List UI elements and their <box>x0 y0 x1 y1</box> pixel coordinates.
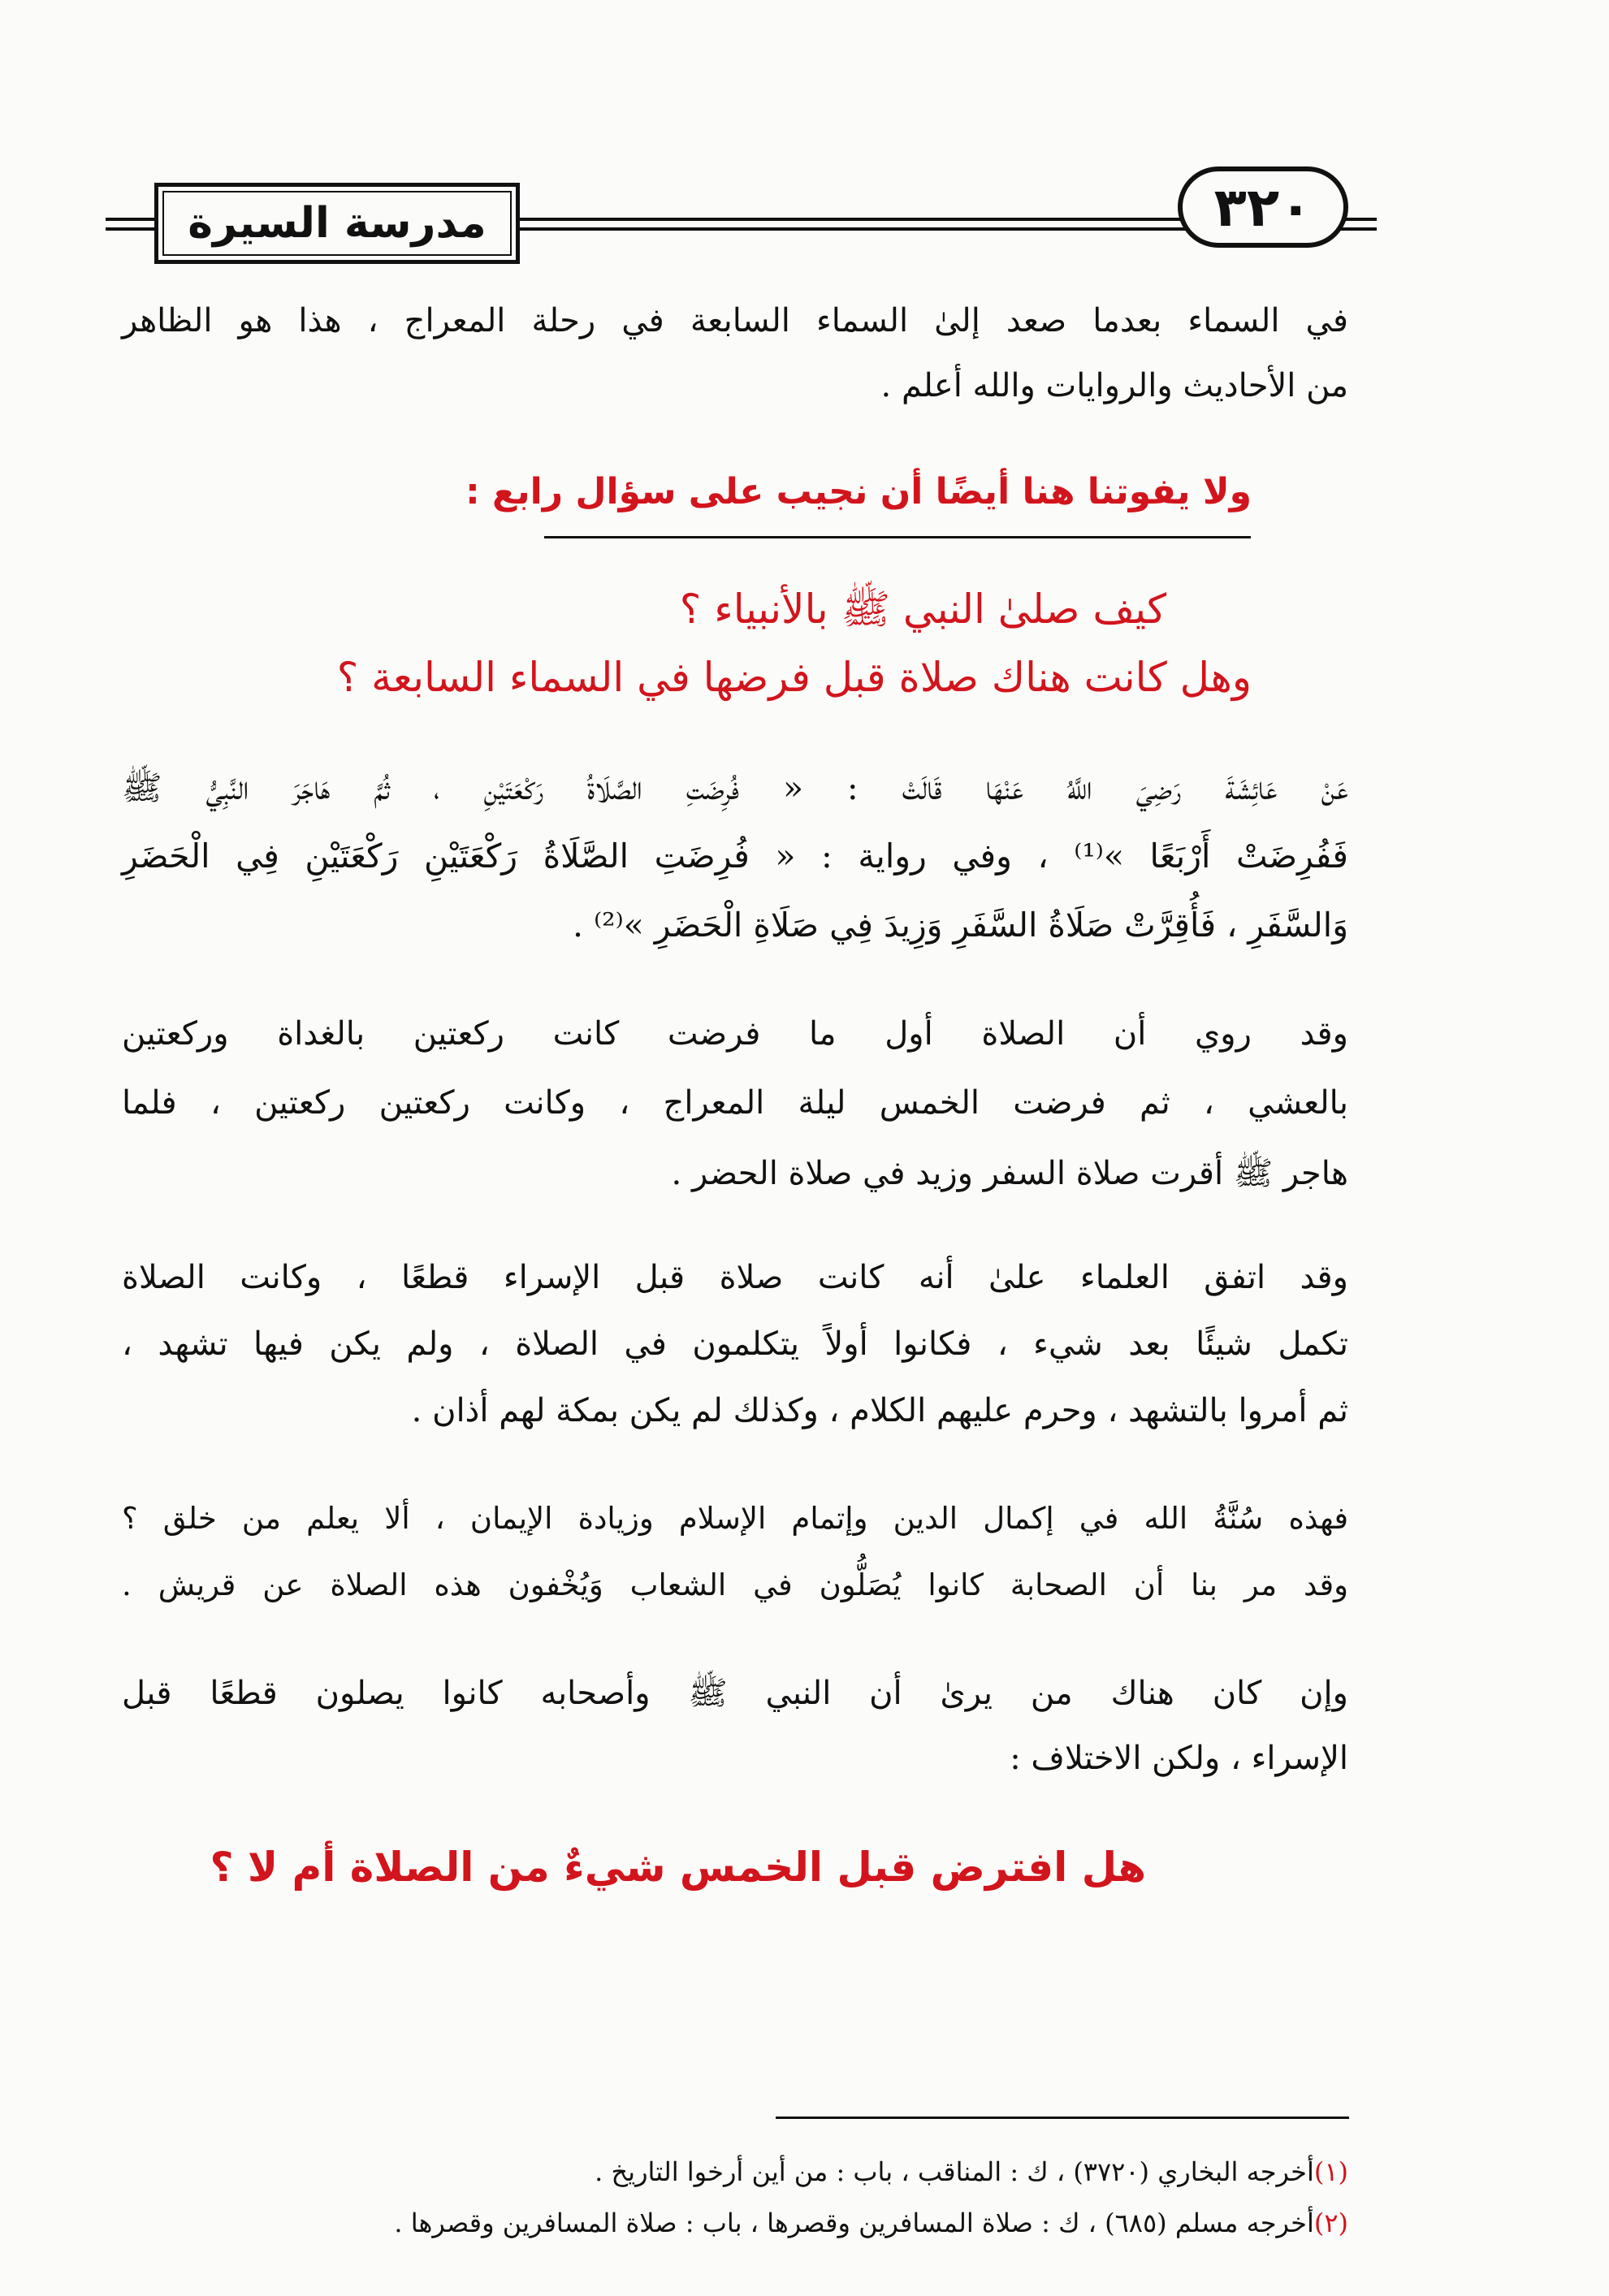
paragraph2-line-3: هاجر ﷺ أقرت صلاة السفر وزيد في صلاة الحضر . <box>671 1155 1348 1192</box>
footnote-2 <box>122 2207 1348 2238</box>
page-number-frame <box>1178 166 1348 248</box>
heading-underline <box>544 536 1251 538</box>
running-title-frame <box>154 183 520 264</box>
paragraph4-line-1: فهذه سُنَّةُ الله في إكمال الدين وإتمام الإسلام وزيادة الإيمان ، ألا يعلم من خلق ؟ <box>122 1501 1348 1536</box>
intro-line-1: في السماء بعدما صعد إلىٰ السماء السابعة في رحلة المعراج ، هذا هو الظاهر <box>122 302 1349 339</box>
paragraph5-line-2: الإسراء ، ولكن الاختلاف : <box>1010 1740 1348 1777</box>
paragraph3-line-1: وقد اتفق العلماء علىٰ أنه كانت صلاة قبل الإسراء قطعًا ، وكانت الصلاة <box>122 1259 1348 1296</box>
footnote-1-number: (١) <box>1313 2156 1348 2187</box>
closing-question: هل افترض قبل الخمس شيءٌ من الصلاة أم لا ؟ <box>210 1844 1146 1891</box>
paragraph2-line-1: وقد روي أن الصلاة أول ما فرضت كانت ركعتين بالغداة وركعتين <box>122 1015 1348 1053</box>
hadith-line-3: وَالسَّفَرِ ، فَأُقِرَّتْ صَلَاةُ السَّفَرِ وَزِيدَ فِي صَلَاةِ الْحَضَرِ »⁽²⁾ . <box>573 906 1348 945</box>
footnote-2-text: أخرجه مسلم (٦٨٥) ، ك : صلاة المسافرين وقصرها ، باب : صلاة المسافرين وقصرها . <box>394 2207 1314 2238</box>
paragraph4-line-2: وقد مر بنا أن الصحابة كانوا يُصَلُّون في الشعاب وَيُخْفون هذه الصلاة عن قريش . <box>122 1567 1348 1602</box>
transition-heading: ولا يفوتنا هنا أيضًا أن نجيب على سؤال رابع : <box>465 471 1252 512</box>
question-line-1: كيف صلىٰ النبي ﷺ بالأنبياء ؟ <box>679 586 1166 633</box>
hadith-line-2: فَفُرِضَتْ أَرْبَعًا »⁽¹⁾ ، وفي رواية : « فُرِضَتِ الصَّلَاةُ رَكْعَتَيْنِ رَكْعَتَيْنِ فِي الْحَضَرِ <box>122 837 1348 876</box>
question-line-2: وهل كانت هناك صلاة قبل فرضها في السماء السابعة ؟ <box>336 654 1252 701</box>
paragraph2-line-2: بالعشي ، ثم فرضت الخمس ليلة المعراج ، وكانت ركعتين ركعتين ، فلما <box>122 1084 1348 1122</box>
footnote-separator <box>776 2117 1349 2119</box>
page-number: ٣٢٠ <box>1213 175 1313 239</box>
footnote-1 <box>122 2156 1348 2187</box>
footnote-2-number: (٢) <box>1313 2207 1348 2238</box>
running-title: مدرسة السيرة <box>188 199 487 248</box>
paragraph3-line-2: تكمل شيئًا بعد شيء ، فكانوا أولاً يتكلمون في الصلاة ، ولم يكن فيها تشهد ، <box>122 1325 1348 1363</box>
footnote-1-text: أخرجه البخاري (٣٧٢٠) ، ك : المناقب ، باب : من أين أرخوا التاريخ . <box>595 2156 1314 2187</box>
intro-line-2: من الأحاديث والروايات والله أعلم . <box>880 367 1348 404</box>
paragraph3-line-3: ثم أمروا بالتشهد ، وحرم عليهم الكلام ، وكذلك لم يكن بمكة لهم أذان . <box>411 1392 1348 1429</box>
paragraph5-line-1: وإن كان هناك من يرىٰ أن النبي ﷺ وأصحابه كانوا يصلون قطعًا قبل <box>122 1675 1348 1712</box>
hadith-line-1: عَنْ عَائِشَةَ رَضِيَ اللَّهُ عَنْهَا قَالَتْ : « فُرِضَتِ الصَّلَاةُ رَكْعَتَيْنِ ، ثُمَّ هَاجَرَ النَّبِيُّ ﷺ <box>122 768 1348 807</box>
